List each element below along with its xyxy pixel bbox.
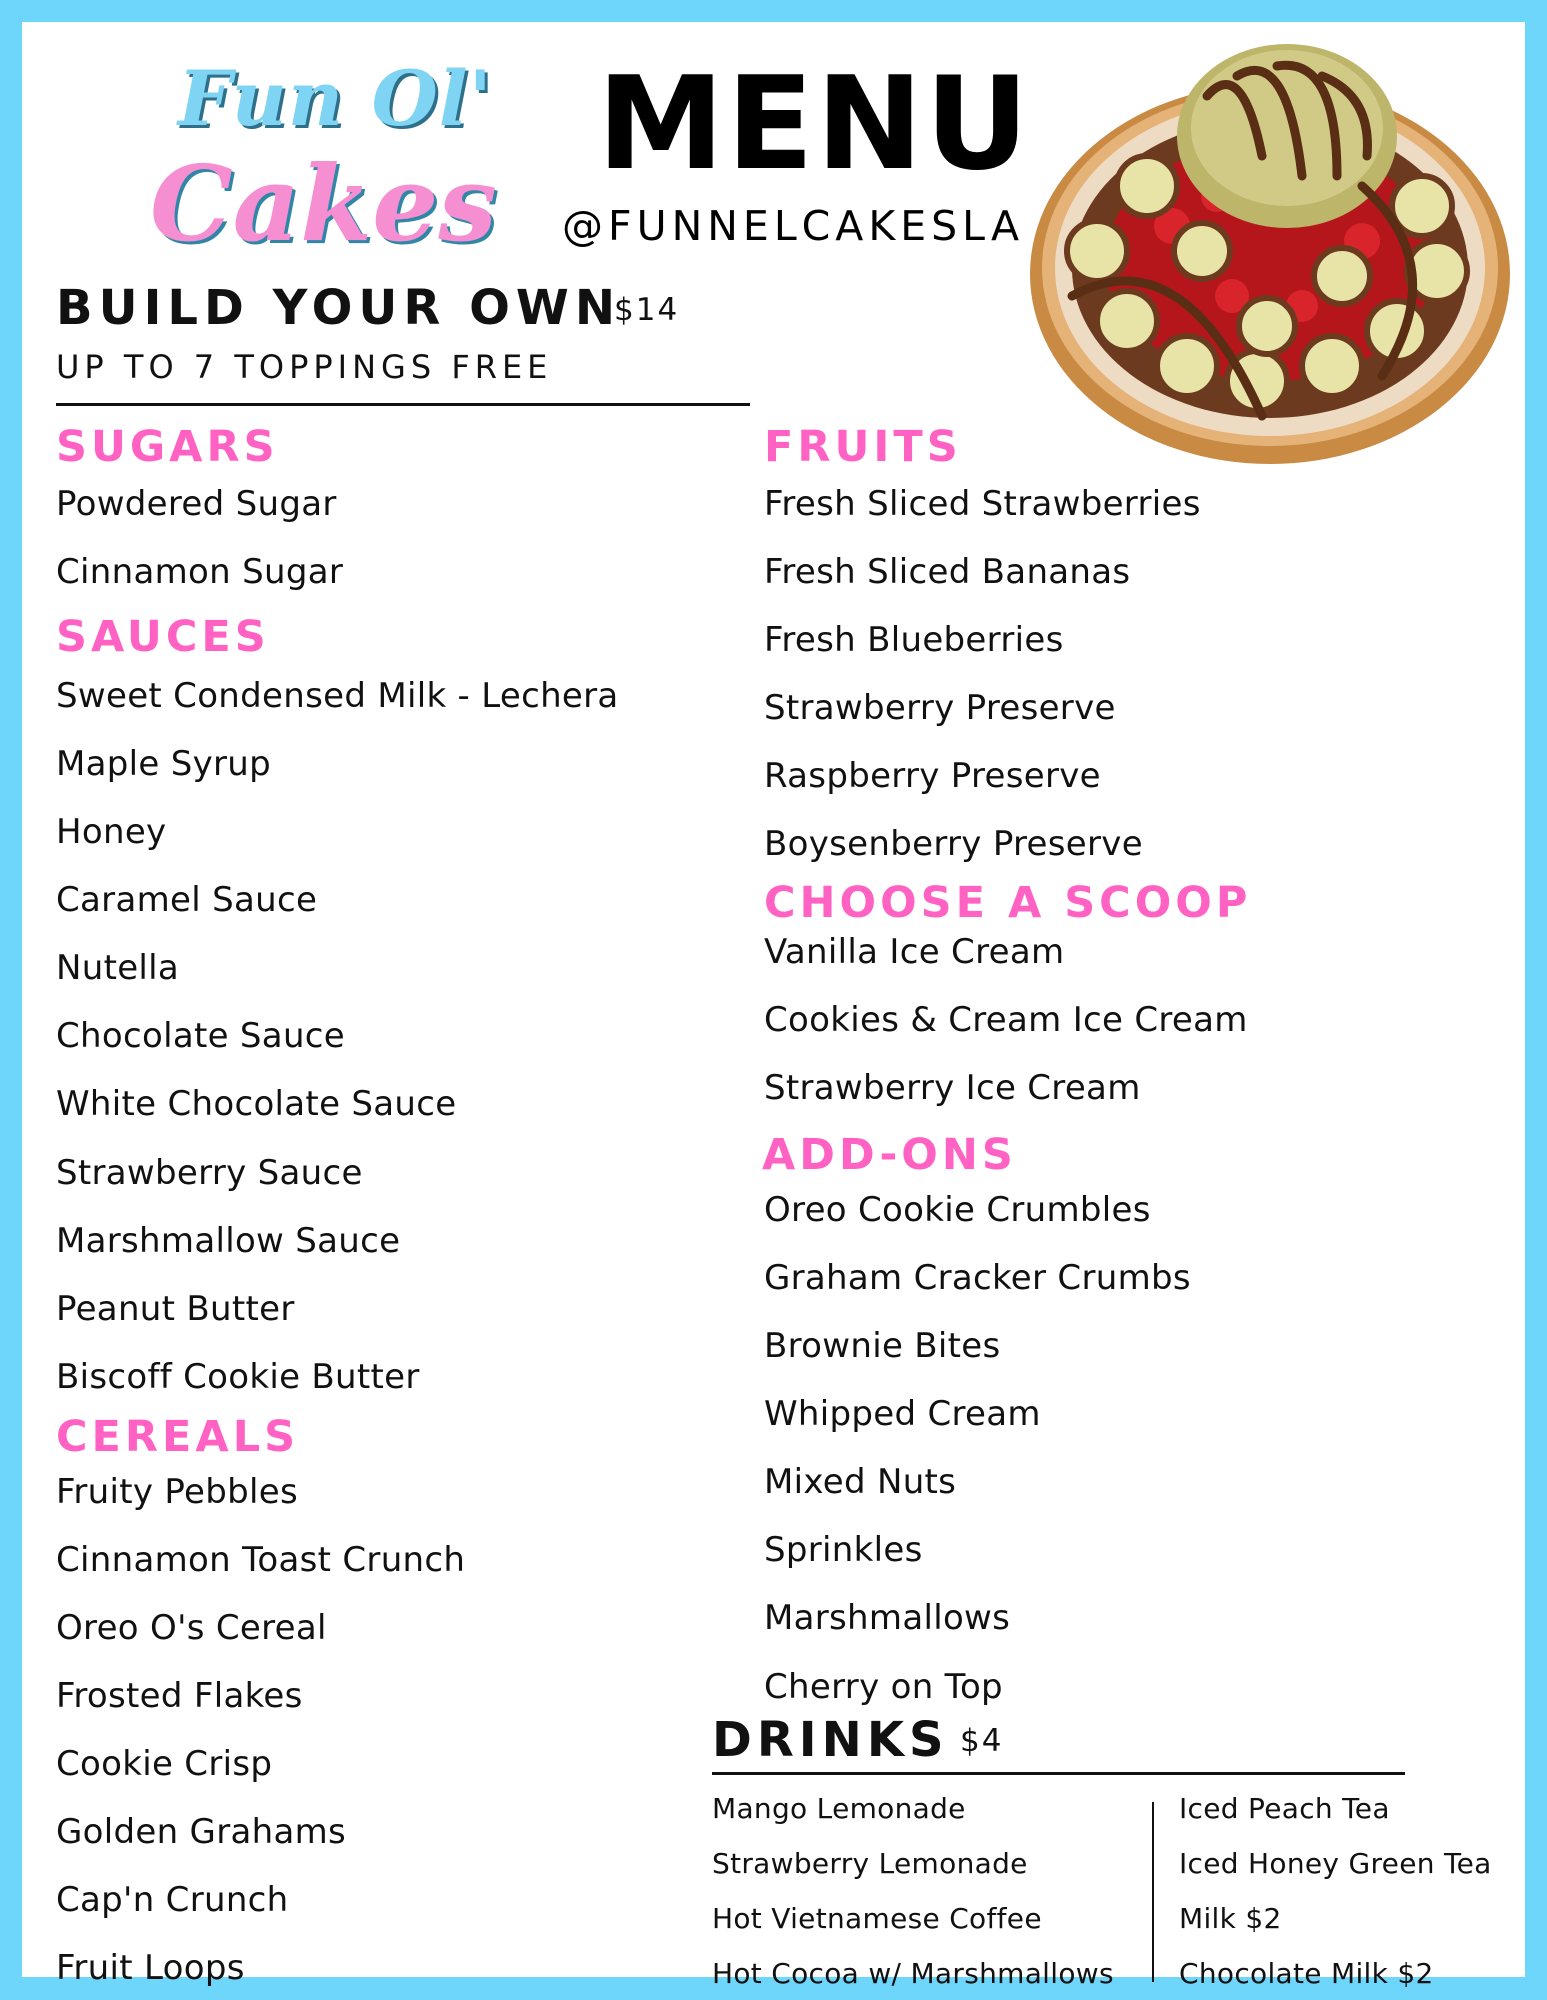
drink-item: Strawberry Lemonade — [712, 1847, 1028, 1880]
menu-item: Mixed Nuts — [764, 1462, 957, 1502]
menu-item: Vanilla Ice Cream — [764, 932, 1065, 972]
drink-item: Hot Cocoa w/ Marshmallows — [712, 1957, 1114, 1990]
drinks-column-divider — [1152, 1802, 1154, 1982]
logo-line-2: Cakes — [150, 142, 497, 265]
menu-item: Cap'n Crunch — [56, 1880, 289, 1920]
logo-line-1: Fun Ol' — [178, 54, 493, 143]
build-your-own-price: $14 — [614, 292, 680, 328]
menu-item: Fresh Blueberries — [764, 620, 1064, 660]
menu-item: Chocolate Sauce — [56, 1016, 346, 1056]
menu-item: Strawberry Ice Cream — [764, 1068, 1141, 1108]
drink-item: Milk $2 — [1179, 1902, 1282, 1935]
drinks-divider — [712, 1772, 1405, 1775]
section-title-sugars: SUGARS — [56, 422, 279, 472]
menu-item: Marshmallows — [764, 1598, 1011, 1638]
menu-item: Maple Syrup — [56, 744, 272, 784]
section-title-fruits: FRUITS — [764, 422, 962, 472]
drink-item: Iced Peach Tea — [1179, 1792, 1390, 1825]
menu-item: Whipped Cream — [764, 1394, 1041, 1434]
section-title-sauces: SAUCES — [56, 612, 270, 662]
menu-item: Raspberry Preserve — [764, 756, 1101, 796]
menu-item: Graham Cracker Crumbs — [764, 1258, 1191, 1298]
drink-item: Chocolate Milk $2 — [1179, 1957, 1434, 1990]
drinks-price: $4 — [960, 1723, 1004, 1759]
drink-item: Iced Honey Green Tea — [1179, 1847, 1492, 1880]
menu-item: Oreo O's Cereal — [56, 1608, 327, 1648]
menu-item: White Chocolate Sauce — [56, 1084, 457, 1124]
menu-item: Golden Grahams — [56, 1812, 347, 1852]
menu-item: Strawberry Preserve — [764, 688, 1116, 728]
menu-item: Biscoff Cookie Butter — [56, 1357, 420, 1397]
menu-item: Strawberry Sauce — [56, 1153, 363, 1193]
menu-item: Frosted Flakes — [56, 1676, 303, 1716]
menu-item: Cinnamon Toast Crunch — [56, 1540, 466, 1580]
menu-item: Cookies & Cream Ice Cream — [764, 1000, 1248, 1040]
menu-item: Nutella — [56, 948, 180, 988]
section-title-add-ons: ADD-ONS — [762, 1130, 1017, 1180]
social-handle: @FUNNELCAKESLA — [562, 202, 1025, 250]
page-title: MENU — [597, 50, 1031, 199]
menu-item: Cherry on Top — [764, 1667, 1003, 1707]
menu-item: Brownie Bites — [764, 1326, 1001, 1366]
drink-item: Hot Vietnamese Coffee — [712, 1902, 1042, 1935]
menu-item: Sweet Condensed Milk - Lechera — [56, 676, 619, 716]
build-your-own-subtitle: UP TO 7 TOPPINGS FREE — [56, 348, 553, 386]
menu-item: Fruity Pebbles — [56, 1472, 298, 1512]
menu-item: Sprinkles — [764, 1530, 923, 1570]
menu-item: Fruit Loops — [56, 1948, 245, 1988]
build-your-own-title: BUILD YOUR OWN — [56, 280, 621, 336]
menu-item: Fresh Sliced Strawberries — [764, 484, 1201, 524]
brand-logo — [150, 54, 497, 265]
menu-item: Caramel Sauce — [56, 880, 318, 920]
menu-item: Marshmallow Sauce — [56, 1221, 401, 1261]
menu-item: Boysenberry Preserve — [764, 824, 1143, 864]
menu-page — [22, 22, 1525, 1990]
menu-item: Powdered Sugar — [56, 484, 337, 524]
funnel-cake-photo — [1002, 36, 1522, 476]
menu-item: Honey — [56, 812, 167, 852]
menu-item: Fresh Sliced Bananas — [764, 552, 1131, 592]
menu-item: Cinnamon Sugar — [56, 552, 344, 592]
drink-item: Mango Lemonade — [712, 1792, 966, 1825]
section-title-choose-a-scoop: CHOOSE A SCOOP — [764, 878, 1252, 928]
menu-item: Cookie Crisp — [56, 1744, 273, 1784]
menu-item: Oreo Cookie Crumbles — [764, 1190, 1151, 1230]
divider — [56, 403, 750, 406]
section-title-cereals: CEREALS — [56, 1412, 300, 1462]
menu-item: Peanut Butter — [56, 1289, 295, 1329]
drinks-title: DRINKS — [712, 1712, 949, 1768]
